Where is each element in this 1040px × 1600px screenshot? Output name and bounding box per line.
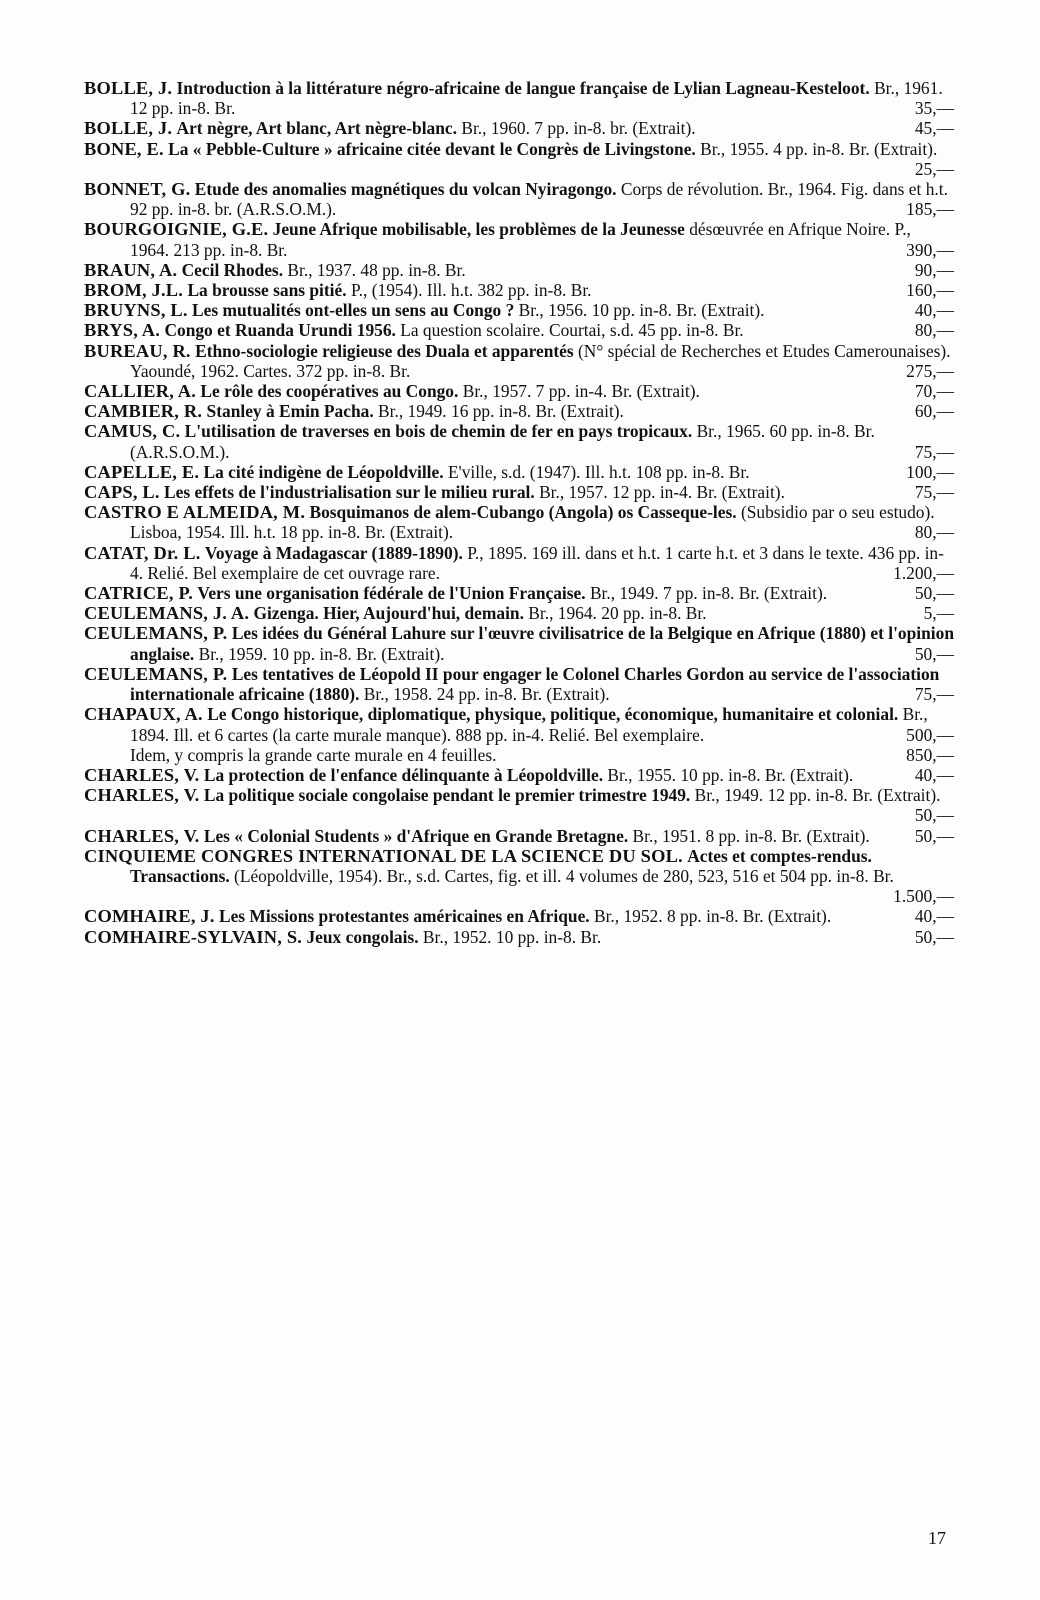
entry-author: CHARLES, V. xyxy=(84,785,200,806)
entry-price: 50,— xyxy=(914,805,954,826)
catalog-entry xyxy=(84,300,954,320)
catalog-entry xyxy=(84,260,954,280)
catalog-entry xyxy=(84,482,954,502)
entry-title: Cecil Rhodes. xyxy=(181,259,284,280)
entry-details: Br., 1952. 8 pp. in-8. Br. (Extrait). xyxy=(594,906,832,927)
entry-details: Br., 1937. 48 pp. in-8. Br. xyxy=(287,259,466,280)
catalog-entry xyxy=(84,219,954,259)
entry-author: CHAPAUX, A. xyxy=(84,704,203,725)
entry-price: 90,— xyxy=(914,259,954,280)
entry-author: CALLIER, A. xyxy=(84,381,197,402)
entry-price: 70,— xyxy=(914,381,954,402)
entry-price: 80,— xyxy=(914,320,954,341)
entry-author: COMHAIRE-SYLVAIN, S. xyxy=(84,926,303,947)
catalog-entry xyxy=(84,462,954,482)
entry-price: 390,— xyxy=(906,239,954,260)
catalog-entry xyxy=(84,381,954,401)
entry-price: 5,— xyxy=(923,603,954,624)
entry-price: 50,— xyxy=(914,583,954,604)
catalog-list xyxy=(84,78,954,947)
entry-author: CEULEMANS, J. A. xyxy=(84,603,250,624)
entry-author: BONNET, G. xyxy=(84,179,191,200)
catalog-entry xyxy=(84,78,954,118)
entry-author: CAPELLE, E. xyxy=(84,461,200,482)
entry-title: La cité indigène de Léopoldville. xyxy=(203,461,444,482)
catalog-entry xyxy=(84,139,954,179)
entry-author: CAPS, L. xyxy=(84,482,160,503)
entry-details: Br., 1965. 60 pp. in-8. Br. (A.R.S.O.M.). xyxy=(130,421,875,462)
entry-price: 40,— xyxy=(914,764,954,785)
entry-details: Br., 1894. Ill. et 6 cartes (la carte murale manque). 888 pp. in-4. Relié. Bel exemplaire. xyxy=(130,704,928,745)
entry-title: Les tentatives de Léopold II pour engager le Colonel Charles Gordon au service de l'association internationale africaine (1880). xyxy=(130,663,940,705)
entry-author: BOURGOIGNIE, G.E. xyxy=(84,219,269,240)
entry-author: BUREAU, R. xyxy=(84,340,191,361)
entry-title: Introduction à la littérature négro-africaine de langue française de Lylian Lagneau-Kesteloot. xyxy=(176,78,870,98)
entry-price: 50,— xyxy=(914,825,954,846)
entry-title: La « Pebble-Culture » africaine citée devant le Congrès de Livingstone. xyxy=(168,138,696,159)
entry-details: La question scolaire. Courtai, s.d. 45 pp. in-8. Br. xyxy=(400,320,744,341)
subentry-price: 850,— xyxy=(906,744,954,765)
catalog-entry xyxy=(84,927,954,947)
catalog-entry xyxy=(84,401,954,421)
catalog-entry xyxy=(84,421,954,461)
entry-details: Br., 1949. 7 pp. in-8. Br. (Extrait). xyxy=(589,583,828,604)
entry-details: Br., 1957. 7 pp. in-4. Br. (Extrait). xyxy=(462,381,700,402)
entry-title: Les « Colonial Students » d'Afrique en Grande Bretagne. xyxy=(203,825,629,846)
entry-price: 1.500,— xyxy=(893,886,954,907)
entry-title: Congo et Ruanda Urundi 1956. xyxy=(164,320,396,341)
entry-price: 50,— xyxy=(914,926,954,947)
entry-title: Les effets de l'industrialisation sur le milieu rural. xyxy=(164,482,535,503)
catalog-entry xyxy=(84,906,954,926)
catalog-entry xyxy=(84,664,954,704)
entry-title: Jeune Afrique mobilisable, les problèmes de la Jeunesse xyxy=(272,219,685,240)
entry-price: 50,— xyxy=(914,643,954,664)
entry-author: CHARLES, V. xyxy=(84,764,200,785)
catalog-entry xyxy=(84,846,954,907)
catalog-entry xyxy=(84,543,954,583)
entry-details: Br., 1952. 10 pp. in-8. Br. xyxy=(422,926,602,947)
entry-author: CHARLES, V. xyxy=(84,825,200,846)
entry-author: BOLLE, J. xyxy=(84,78,173,98)
entry-author: BROM, J.L. xyxy=(84,280,184,301)
entry-author: BRUYNS, L. xyxy=(84,300,188,321)
entry-details: Br., 1960. 7 pp. in-8. br. (Extrait). xyxy=(461,118,696,139)
entry-title: Le rôle des coopératives au Congo. xyxy=(200,381,459,402)
entry-details: Br., 1956. 10 pp. in-8. Br. (Extrait). xyxy=(518,300,765,321)
entry-title: Ethno-sociologie religieuse des Duala et apparentés xyxy=(195,340,574,361)
entry-details: P., (1954). Ill. h.t. 382 pp. in-8. Br. xyxy=(350,280,592,301)
entry-price: 500,— xyxy=(906,724,954,745)
entry-title: Les idées du Général Lahure sur l'œuvre civilisatrice de la Belgique en Afrique (1880) et l'opinion anglaise. xyxy=(130,623,955,664)
catalog-entry xyxy=(84,826,954,846)
entry-title: La protection de l'enfance délinquante à Léopoldville. xyxy=(203,764,604,785)
entry-author: CAMBIER, R. xyxy=(84,401,203,422)
entry-details: E'ville, s.d. (1947). Ill. h.t. 108 pp. in-8. Br. xyxy=(447,461,750,482)
subentry-text: Idem, y compris la grande carte murale en 4 feuilles. xyxy=(130,744,497,765)
entry-title: Les mutualités ont-elles un sens au Congo ? xyxy=(192,300,515,321)
entry-price: 75,— xyxy=(914,441,954,462)
entry-title: L'utilisation de traverses en bois de chemin de fer en pays tropicaux. xyxy=(184,421,693,442)
catalog-entry xyxy=(84,179,954,219)
entry-details: Br., 1964. 20 pp. in-8. Br. xyxy=(528,603,707,624)
entry-price: 160,— xyxy=(906,280,954,301)
entry-title: Jeux congolais. xyxy=(306,926,419,947)
entry-price: 45,— xyxy=(914,118,954,139)
catalog-entry xyxy=(84,320,954,340)
catalog-entry xyxy=(84,280,954,300)
entry-author: CEULEMANS, P. xyxy=(84,663,228,684)
entry-title: Art nègre, Art blanc, Art nègre-blanc. xyxy=(176,118,457,139)
entry-title: Vers une organisation fédérale de l'Union Française. xyxy=(197,583,586,604)
entry-details: Corps de révolution. Br., 1964. Fig. dans et h.t. 92 pp. in-8. br. (A.R.S.O.M.). xyxy=(130,179,948,220)
entry-details: Br., 1961. 12 pp. in-8. Br. xyxy=(130,78,943,119)
catalog-entry xyxy=(84,341,954,381)
entry-details: (N° spécial de Recherches et Etudes Camerounaises). Yaoundé, 1962. Cartes. 372 pp. in-8. Br. xyxy=(130,340,951,381)
catalog-subentry xyxy=(84,745,954,765)
entry-author: CATRICE, P. xyxy=(84,583,193,604)
catalog-entry xyxy=(84,623,954,663)
entry-title: Actes et comptes-rendus. Transactions. xyxy=(130,845,872,886)
entry-price: 40,— xyxy=(914,906,954,927)
entry-details: Br., 1951. 8 pp. in-8. Br. (Extrait). xyxy=(632,825,870,846)
entry-title: Stanley à Emin Pacha. xyxy=(206,401,374,422)
entry-author: BOLLE, J. xyxy=(84,118,173,139)
catalog-entry xyxy=(84,704,954,744)
entry-price: 185,— xyxy=(906,199,954,220)
entry-price: 275,— xyxy=(906,360,954,381)
entry-author: CASTRO E ALMEIDA, M. xyxy=(84,502,306,523)
entry-price: 100,— xyxy=(906,461,954,482)
catalog-entry xyxy=(84,785,954,825)
entry-details: Br., 1955. 10 pp. in-8. Br. (Extrait). xyxy=(607,764,854,785)
entry-price: 40,— xyxy=(914,300,954,321)
entry-title: Etude des anomalies magnétiques du volcan Nyiragongo. xyxy=(194,179,617,200)
entry-details: Br., 1949. 12 pp. in-8. Br. (Extrait). xyxy=(694,785,941,806)
entry-details: Br., 1955. 4 pp. in-8. Br. (Extrait). xyxy=(700,138,938,159)
entry-price: 75,— xyxy=(914,684,954,705)
entry-title: Bosquimanos de alem-Cubango (Angola) os Casseque-les. xyxy=(309,502,737,523)
entry-author: BONE, E. xyxy=(84,138,164,159)
catalog-entry xyxy=(84,765,954,785)
entry-price: 80,— xyxy=(914,522,954,543)
entry-details: P., 1895. 169 ill. dans et h.t. 1 carte h.t. et 3 dans le texte. 436 pp. in-4. Relié. Bel exemplaire de cet ouvrage rare. xyxy=(130,542,944,583)
entry-title: Le Congo historique, diplomatique, physique, politique, économique, humanitaire et colonial. xyxy=(207,704,899,725)
entry-title: Les Missions protestantes américaines en Afrique. xyxy=(218,906,590,927)
entry-details: (Léopoldville, 1954). Br., s.d. Cartes, fig. et ill. 4 volumes de 280, 523, 516 et 504 pp. in-8. Br. xyxy=(234,865,894,886)
page-number: 17 xyxy=(928,1528,946,1548)
catalog-entry xyxy=(84,603,954,623)
entry-author: COMHAIRE, J. xyxy=(84,906,215,927)
entry-price: 35,— xyxy=(914,98,954,119)
entry-price: 60,— xyxy=(914,401,954,422)
entry-details: Br., 1958. 24 pp. in-8. Br. (Extrait). xyxy=(363,684,610,705)
entry-author: BRAUN, A. xyxy=(84,259,178,280)
catalog-entry xyxy=(84,118,954,138)
entry-details: (Subsidio par o seu estudo). Lisboa, 1954. Ill. h.t. 18 pp. in-8. Br. (Extrait). xyxy=(130,502,935,543)
entry-author: CINQUIEME CONGRES INTERNATIONAL DE LA SCIENCE DU SOL. xyxy=(84,845,683,866)
entry-title: Voyage à Madagascar (1889-1890). xyxy=(204,542,463,563)
entry-price: 25,— xyxy=(914,158,954,179)
entry-title: La politique sociale congolaise pendant le premier trimestre 1949. xyxy=(203,785,691,806)
entry-author: CATAT, Dr. L. xyxy=(84,542,201,563)
entry-price: 75,— xyxy=(914,482,954,503)
entry-price: 1.200,— xyxy=(893,562,954,583)
entry-details: Br., 1957. 12 pp. in-4. Br. (Extrait). xyxy=(539,482,785,503)
entry-title: Gizenga. Hier, Aujourd'hui, demain. xyxy=(253,603,524,624)
entry-author: CEULEMANS, P. xyxy=(84,623,228,644)
entry-author: BRYS, A. xyxy=(84,320,161,341)
catalog-entry xyxy=(84,583,954,603)
entry-title: La brousse sans pitié. xyxy=(187,280,347,301)
catalog-entry xyxy=(84,502,954,542)
entry-details: désœuvrée en Afrique Noire. P., 1964. 213 pp. in-8. Br. xyxy=(130,219,911,260)
entry-author: CAMUS, C. xyxy=(84,421,181,442)
entry-details: Br., 1959. 10 pp. in-8. Br. (Extrait). xyxy=(198,643,445,664)
entry-details: Br., 1949. 16 pp. in-8. Br. (Extrait). xyxy=(378,401,624,422)
